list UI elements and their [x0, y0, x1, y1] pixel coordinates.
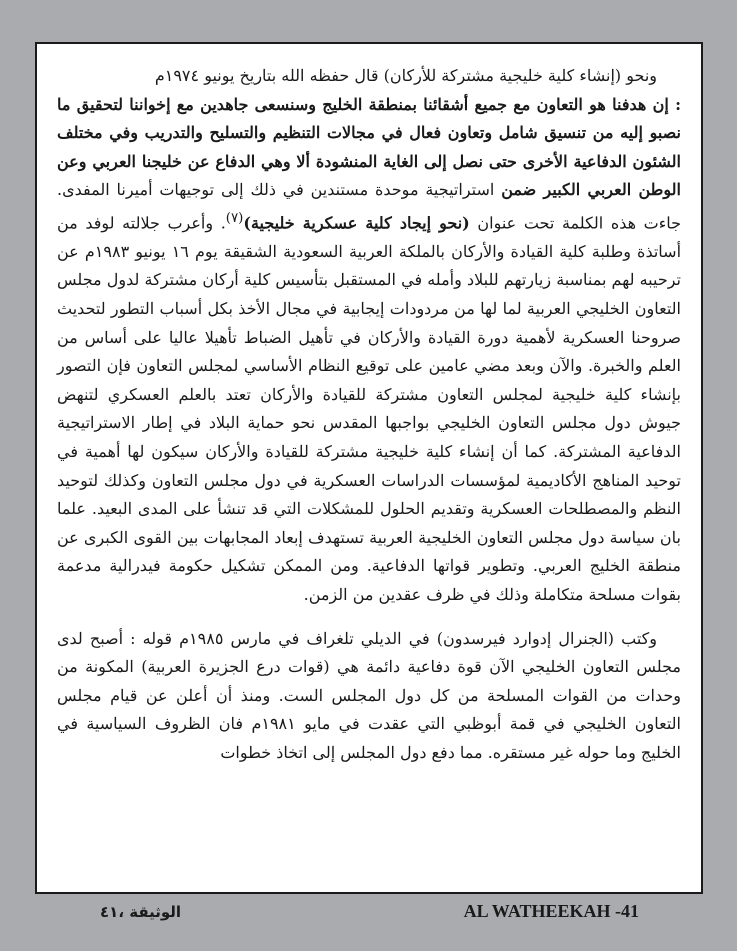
paragraph-1	[57, 62, 681, 610]
article-body	[57, 62, 681, 768]
footer-arabic-page-label: الوثيقة ،٤١	[100, 903, 182, 921]
paragraph-2: وكتب (الجنرال إدوارد فيرسدون) في الديلي تلغراف في مارس ١٩٨٥م قوله : أصبح لدى مجلس التعاون الخليجي الآن قوة دفاعية دائمة هي (قوات درع الجزيرة العربية) المكونة من وحدات من القوات المسلحة من كل دول المجلس الست. ومنذ أن أعلن عن قيام مجلس التعاون الخليجي في قمة أبوظبي التي عقدت في مايو ١٩٨١م فان الظروف السياسية في الخليج وما حوله غير مستقره. مما دفع دول المجلس إلى اتخاذ خطوات	[57, 628, 682, 762]
quote-bold: : إن هدفنا هو التعاون مع جميع أشقائنا بمنطقة الخليج وسنسعى جاهدين مع إخواننا لتحقيق ما نصبو إليه من تنسيق شامل وتعاون فعال في مجالات التنظيم والتسليح والتدريب وفي مختلف الشئون الدفاعية الأخرى حتى نصل إلى الغاية المنشودة ألا وهي الدفاع عن خليجنا العربي وعن الوطن العربي الكبير ضمن	[57, 94, 681, 200]
footer-english-page-label: AL WATHEEKAH -41	[463, 901, 639, 921]
footnote-marker: (٧)	[225, 210, 244, 226]
page-frame	[35, 42, 703, 894]
paragraph-1-rest: . وأعرب جلالته لوفد من أساتذة وطلبة كلية القيادة والأركان بالملكة العربية السعودية الشقيقة يوم ١٦ يونيو ١٩٨٣م عن ترحيبه لهم بمناسبة زيارتهم للبلاد وأمله في المستقبل بتأسيس كلية أركان مشتركة لدول مجلس التعاون الخليجي العربية لما لها من مردودات إيجابية في مجال الأخذ بكل أسباب التطور لتحديث صروحنا العسكرية لأهمية دورة القيادة والأركان في تأهيل الضباط تأهيلا عاليا على أساس من العلم والخبرة. والآن وبعد مضي عامين على توقيع النظام الأساسي لمجلس التعاون فإن التصور بإنشاء كلية خليجية لمجلس التعاون مشتركة للقيادة والأركان تعتد بالعلم العسكري لتنهض جيوش دول مجلس التعاون الخليجي بواجبها المقدس نحو حماية البلاد في إطار الاستراتيجية الدفاعية المشتركة. كما أن إنشاء كلية خليجية مشتركة للقيادة والأركان سيكون لها أهمية في توحيد المناهج الأكاديمية لمؤسسات الدراسات العسكرية في دول مجلس التعاون وكذلك لتوحيد النظم والمصطلحات العسكرية وتقديم الحلول للمشكلات التي قد تنشأ على المدى البعيد. علما بان سياسة دول مجلس التعاون الخليجية العربية تستهدف إبعاد المجابهات بين القوى الكبرى عن منطقة الخليج العربي. وتطوير قواتها الدفاعية. ومن الممكن تشكيل حكومة فيدرالية مدعمة بقوات مسلحة متكاملة وذلك في ظرف عقدين من الزمن.	[57, 213, 682, 605]
intro-text: ونحو (إنشاء كلية خليجية مشتركة للأركان) قال حفظه الله بتاريخ يونيو ١٩٧٤م	[154, 66, 657, 85]
after-quote-text: استراتيجية موحدة مستندين في ذلك إلى توجيهات أميرنا المفدى. جاءت هذه الكلمة تحت عنوان	[57, 180, 682, 233]
title-bold: (نحو إيجاد كلية عسكرية خليجية)	[243, 213, 470, 233]
